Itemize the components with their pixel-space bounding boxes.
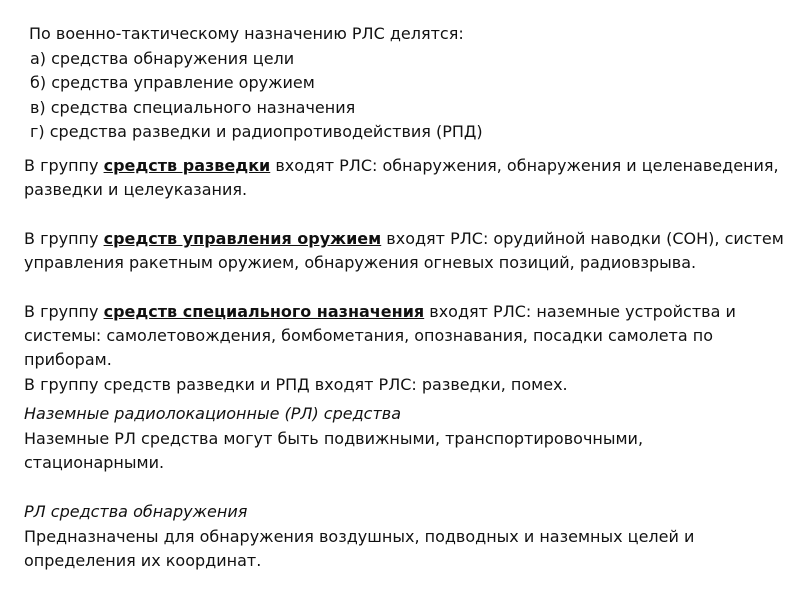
- classification-item-d: г) средства разведки и радиопротиводействия (РПД): [30, 122, 483, 141]
- weapons-group-paragraph: [24, 227, 784, 276]
- classification-list: [29, 22, 483, 145]
- classification-item-c: в) средства специального назначения: [30, 97, 356, 117]
- weapons-rest: входят РЛС: орудийной наводки (СОН), систем: [381, 228, 784, 248]
- ground-title: Наземные радиолокационные (РЛ) средства: [24, 404, 401, 423]
- spacer: [24, 275, 784, 299]
- classification-item-a: а) средства обнаружения цели: [30, 48, 295, 68]
- weapons-group-line2: управления ракетным оружием, обнаружения огневых позиций, радиовзрыва.: [24, 253, 697, 273]
- special-rest: входят РЛС: наземные устройства и: [424, 301, 736, 321]
- groups-section: [24, 154, 784, 397]
- weapons-term: средств управления оружием: [103, 228, 382, 248]
- detection-line2: определения их координат.: [24, 551, 262, 570]
- recon-group-line1: [24, 154, 784, 178]
- spacer: [24, 476, 784, 501]
- recon-group-line2: разведки и целеуказания.: [24, 180, 248, 200]
- detection-title: РЛ средства обнаружения: [24, 502, 248, 521]
- special-prefix: В группу: [24, 301, 104, 321]
- spacer: [24, 203, 784, 227]
- recon-group-paragraph: [24, 154, 784, 203]
- ground-section: [24, 402, 784, 574]
- special-group-line1: [24, 300, 784, 324]
- special-term: средств специального назначения: [103, 301, 425, 321]
- weapons-group-line1: [24, 227, 784, 251]
- ground-line2: стационарными.: [24, 453, 165, 472]
- special-group-line3: приборам.: [24, 350, 112, 370]
- recon-term: средств разведки: [103, 156, 271, 175]
- ground-line1: Наземные РЛ средства могут быть подвижными, транспортировочными,: [24, 428, 644, 448]
- recon-rest: входят РЛС: обнаружения, обнаружения и целенаведения,: [270, 156, 779, 175]
- recon-prefix: В группу: [24, 156, 104, 175]
- detection-line1: Предназначены для обнаружения воздушных, подводных и наземных целей и: [24, 526, 695, 546]
- classification-item-b: б) средства управление оружием: [30, 73, 315, 92]
- weapons-prefix: В группу: [24, 228, 104, 248]
- rpd-group-line: В группу средств разведки и РПД входят РЛС: разведки, помех.: [24, 374, 568, 394]
- classification-heading: По военно-тактическому назначению РЛС делятся:: [29, 24, 464, 43]
- special-group-line2: системы: самолетовождения, бомбометания, опознавания, посадки самолета по: [24, 326, 714, 346]
- special-group-paragraph: [24, 300, 784, 373]
